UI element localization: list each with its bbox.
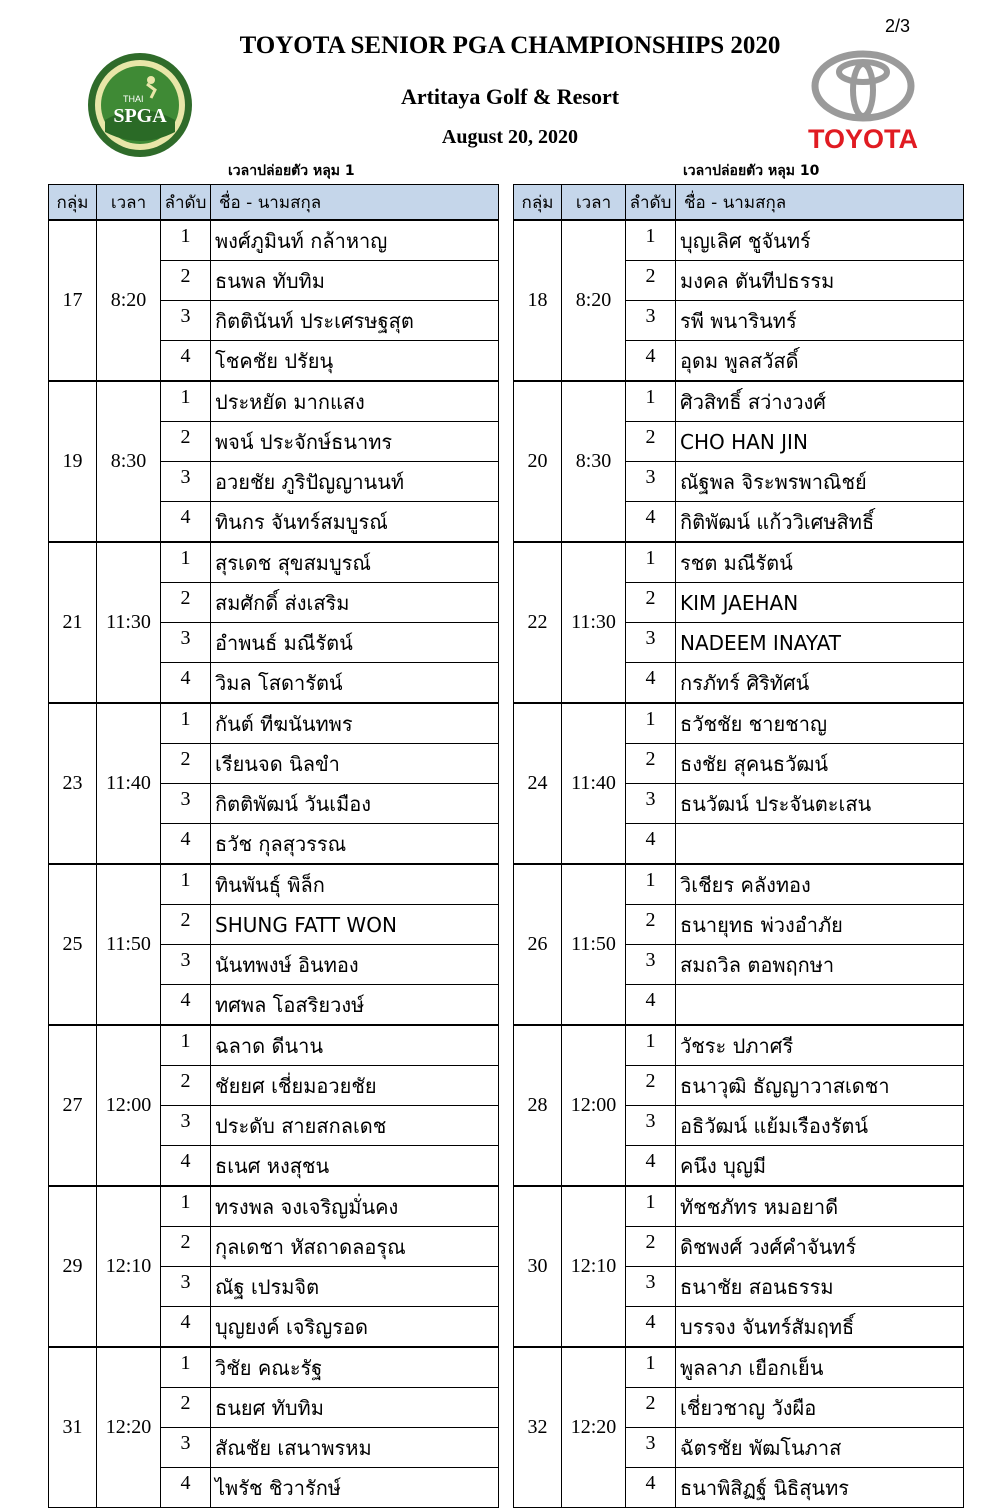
player-order: 4 xyxy=(626,1468,676,1508)
venue: Artitaya Golf & Resort xyxy=(400,84,620,109)
player-name: ฉลาด ดีนาน xyxy=(211,1025,499,1066)
tee-time: 8:30 xyxy=(97,381,161,542)
player-name: บุญยงค์ เจริญรอด xyxy=(211,1307,499,1348)
player-order: 2 xyxy=(626,744,676,784)
table-row xyxy=(514,542,964,583)
player-name: ธนยศ ทับทิม xyxy=(211,1388,499,1428)
player-order: 2 xyxy=(626,1388,676,1428)
svg-text:TOYOTA: TOYOTA xyxy=(807,124,919,154)
player-order: 2 xyxy=(161,261,211,301)
player-order: 3 xyxy=(161,1428,211,1468)
player-name: กิติพัฒน์ แก้ววิเศษสิทธิ์ xyxy=(676,502,964,543)
player-name: ประหยัด มากแสง xyxy=(211,381,499,422)
player-order: 2 xyxy=(161,1227,211,1267)
player-name: รพี พนารินทร์ xyxy=(676,301,964,341)
group-number: 17 xyxy=(49,220,97,381)
player-order: 3 xyxy=(626,1428,676,1468)
group-number: 19 xyxy=(49,381,97,542)
tee-times-table-hole-10 xyxy=(513,184,964,1508)
player-name: สมถวิล ตอพฤกษา xyxy=(676,945,964,985)
player-order: 4 xyxy=(626,985,676,1026)
player-order: 1 xyxy=(626,542,676,583)
col-group: กลุ่ม xyxy=(49,185,97,221)
player-name: วัชระ ปภาศรี xyxy=(676,1025,964,1066)
player-name: รชต มณีรัตน์ xyxy=(676,542,964,583)
player-name: ทัชชภัทร หมอยาดี xyxy=(676,1186,964,1227)
player-order: 2 xyxy=(626,1227,676,1267)
player-name: บุญเลิศ ชูจันทร์ xyxy=(676,220,964,261)
tee-time: 8:20 xyxy=(97,220,161,381)
player-name: ธนาพิสิฏฐ์ นิธิสุนทร xyxy=(676,1468,964,1508)
player-name: ธนาชัย สอนธรรม xyxy=(676,1267,964,1307)
player-order: 4 xyxy=(626,1146,676,1187)
tee-time: 11:50 xyxy=(562,864,626,1025)
player-name: ชัยยศ เชี่ยมอวยชัย xyxy=(211,1066,499,1106)
table-row xyxy=(514,220,964,261)
tee-time: 12:10 xyxy=(562,1186,626,1347)
player-name: สุรเดช สุขสมบูรณ์ xyxy=(211,542,499,583)
player-order: 1 xyxy=(626,703,676,744)
tee-time: 12:10 xyxy=(97,1186,161,1347)
player-order: 1 xyxy=(161,1186,211,1227)
player-order: 3 xyxy=(626,301,676,341)
table-row xyxy=(49,381,499,422)
group-number: 20 xyxy=(514,381,562,542)
player-name: ไพรัช ชิวารักษ์ xyxy=(211,1468,499,1508)
player-name: อวยชัย ภูริปัญญานนท์ xyxy=(211,462,499,502)
player-order: 4 xyxy=(626,663,676,704)
table-row xyxy=(49,542,499,583)
player-name: กิตตินันท์ ประเศรษฐสุต xyxy=(211,301,499,341)
player-order: 4 xyxy=(626,341,676,382)
player-order: 2 xyxy=(161,583,211,623)
group-number: 27 xyxy=(49,1025,97,1186)
table-row xyxy=(514,1186,964,1227)
player-name: ธเนศ หงสุชน xyxy=(211,1146,499,1187)
player-order: 4 xyxy=(161,1146,211,1187)
player-name: ทินกร จันทร์สมบูรณ์ xyxy=(211,502,499,543)
player-name: ธวัชชัย ชายชาญ xyxy=(676,703,964,744)
toyota-logo xyxy=(803,48,923,156)
player-order: 2 xyxy=(626,422,676,462)
player-name: สัณชัย เสนาพรหม xyxy=(211,1428,499,1468)
group-number: 22 xyxy=(514,542,562,703)
player-name: คนึง บุญมี xyxy=(676,1146,964,1187)
player-name: นันทพงษ์ อินทอง xyxy=(211,945,499,985)
player-name: วิชัย คณะรัฐ xyxy=(211,1347,499,1388)
player-name: พจน์ ประจักษ์ธนาทร xyxy=(211,422,499,462)
table-row xyxy=(514,703,964,744)
tee-time: 11:50 xyxy=(97,864,161,1025)
player-order: 2 xyxy=(161,1388,211,1428)
player-order: 1 xyxy=(161,381,211,422)
player-name: ธนายุทธ พ่วงอำภัย xyxy=(676,905,964,945)
player-order: 1 xyxy=(161,220,211,261)
player-order: 1 xyxy=(626,1025,676,1066)
player-name: ธงชัย สุคนธวัฒน์ xyxy=(676,744,964,784)
tee-time: 12:00 xyxy=(562,1025,626,1186)
group-number: 23 xyxy=(49,703,97,864)
tee-time: 8:20 xyxy=(562,220,626,381)
svg-text:SPGA: SPGA xyxy=(113,105,167,127)
tee-time: 11:30 xyxy=(97,542,161,703)
tee-time: 11:30 xyxy=(562,542,626,703)
group-number: 24 xyxy=(514,703,562,864)
player-order: 3 xyxy=(161,462,211,502)
player-name xyxy=(676,985,964,1026)
left-tee-heading: เวลาปล่อยตัว หลุม 1 xyxy=(228,163,355,179)
col-time: เวลา xyxy=(562,185,626,221)
player-name: เชี่ยวชาญ วังผือ xyxy=(676,1388,964,1428)
player-order: 3 xyxy=(626,1106,676,1146)
player-name: สมศักดิ์ ส่งเสริม xyxy=(211,583,499,623)
player-name: เรียนจด นิลขำ xyxy=(211,744,499,784)
group-number: 31 xyxy=(49,1347,97,1508)
thai-spga-logo xyxy=(85,50,195,160)
player-order: 3 xyxy=(626,462,676,502)
player-name: มงคล ตันทีปธรรม xyxy=(676,261,964,301)
player-name: ทศพล โอสริยวงษ์ xyxy=(211,985,499,1026)
player-order: 4 xyxy=(626,1307,676,1348)
player-order: 2 xyxy=(161,1066,211,1106)
player-name: CHO HAN JIN xyxy=(676,422,964,462)
table-row xyxy=(514,1025,964,1066)
player-name: ทรงพล จงเจริญมั่นคง xyxy=(211,1186,499,1227)
col-order: ลำดับ xyxy=(626,185,676,221)
player-order: 1 xyxy=(161,864,211,905)
tee-time: 11:40 xyxy=(97,703,161,864)
player-name: ธวัช กุลสุวรรณ xyxy=(211,824,499,865)
player-order: 4 xyxy=(161,1468,211,1508)
player-name: ณัฐพล จิระพรพาณิชย์ xyxy=(676,462,964,502)
player-name: ธนวัฒน์ ประจันตะเสน xyxy=(676,784,964,824)
player-name: ธนพล ทับทิม xyxy=(211,261,499,301)
player-order: 3 xyxy=(161,1106,211,1146)
page-number: 2/3 xyxy=(884,16,910,36)
player-name: ประดับ สายสกลเดช xyxy=(211,1106,499,1146)
col-time: เวลา xyxy=(97,185,161,221)
group-number: 29 xyxy=(49,1186,97,1347)
player-order: 3 xyxy=(161,945,211,985)
player-order: 1 xyxy=(626,864,676,905)
player-order: 2 xyxy=(161,905,211,945)
tee-times-table-hole-1 xyxy=(48,184,499,1508)
player-order: 2 xyxy=(626,1066,676,1106)
player-name xyxy=(676,824,964,865)
player-name: วิเชียร คลังทอง xyxy=(676,864,964,905)
player-name: ทินพันธุ์ พิล็ก xyxy=(211,864,499,905)
player-order: 3 xyxy=(161,301,211,341)
table-row xyxy=(49,1025,499,1066)
svg-text:THAI: THAI xyxy=(123,94,144,104)
player-name: พงศ์ภูมินท์ กล้าหาญ xyxy=(211,220,499,261)
player-order: 2 xyxy=(626,261,676,301)
col-order: ลำดับ xyxy=(161,185,211,221)
player-name: ฉัตรชัย พัฒโนภาส xyxy=(676,1428,964,1468)
player-order: 4 xyxy=(626,824,676,865)
player-name: กิตติพัฒน์ วันเมือง xyxy=(211,784,499,824)
player-order: 1 xyxy=(626,381,676,422)
table-row xyxy=(49,1347,499,1388)
player-name: กันต์ ทีฆนันทพร xyxy=(211,703,499,744)
tee-time: 12:20 xyxy=(562,1347,626,1508)
col-name: ชื่อ - นามสกุล xyxy=(676,185,964,221)
event-date: August 20, 2020 xyxy=(441,126,579,148)
player-order: 4 xyxy=(161,663,211,704)
player-name: ดิชพงศ์ วงศ์คำจันทร์ xyxy=(676,1227,964,1267)
group-number: 32 xyxy=(514,1347,562,1508)
player-order: 3 xyxy=(161,623,211,663)
player-order: 4 xyxy=(161,824,211,865)
group-number: 26 xyxy=(514,864,562,1025)
player-name: NADEEM INAYAT xyxy=(676,623,964,663)
player-order: 4 xyxy=(161,502,211,543)
table-row xyxy=(514,381,964,422)
player-name: SHUNG FATT WON xyxy=(211,905,499,945)
player-order: 3 xyxy=(161,784,211,824)
event-title: TOYOTA SENIOR PGA CHAMPIONSHIPS 2020 xyxy=(239,32,781,59)
player-name: พูลลาภ เยือกเย็น xyxy=(676,1347,964,1388)
player-order: 1 xyxy=(161,703,211,744)
player-name: กุลเดชา หัสถาดลอรุณ xyxy=(211,1227,499,1267)
player-name: อำพนธ์ มณีรัตน์ xyxy=(211,623,499,663)
table-row xyxy=(49,1186,499,1227)
player-order: 2 xyxy=(626,583,676,623)
player-name: KIM JAEHAN xyxy=(676,583,964,623)
group-number: 18 xyxy=(514,220,562,381)
player-name: บรรจง จันทร์สัมฤทธิ์ xyxy=(676,1307,964,1348)
player-name: อุดม พูลสวัสดิ์ xyxy=(676,341,964,382)
player-order: 3 xyxy=(626,1267,676,1307)
group-number: 28 xyxy=(514,1025,562,1186)
player-order: 4 xyxy=(626,502,676,543)
table-row xyxy=(49,220,499,261)
player-name: อธิวัฒน์ แย้มเรืองรัตน์ xyxy=(676,1106,964,1146)
player-name: ธนาวุฒิ ธัญญาวาสเดชา xyxy=(676,1066,964,1106)
player-order: 4 xyxy=(161,1307,211,1348)
table-row xyxy=(49,703,499,744)
col-group: กลุ่ม xyxy=(514,185,562,221)
group-number: 25 xyxy=(49,864,97,1025)
player-order: 1 xyxy=(161,1025,211,1066)
group-number: 30 xyxy=(514,1186,562,1347)
tee-time: 12:00 xyxy=(97,1025,161,1186)
right-tee-heading: เวลาปล่อยตัว หลุม 10 xyxy=(683,163,820,179)
tee-time: 8:30 xyxy=(562,381,626,542)
player-order: 3 xyxy=(626,623,676,663)
player-order: 1 xyxy=(626,1347,676,1388)
player-order: 4 xyxy=(161,341,211,382)
table-row xyxy=(514,864,964,905)
player-name: ณัฐ เปรมจิต xyxy=(211,1267,499,1307)
group-number: 21 xyxy=(49,542,97,703)
player-order: 1 xyxy=(161,1347,211,1388)
player-order: 1 xyxy=(626,220,676,261)
player-name: โชคชัย ปรัยนุ xyxy=(211,341,499,382)
player-order: 4 xyxy=(161,985,211,1026)
player-order: 1 xyxy=(626,1186,676,1227)
player-name: กรภัทร์ ศิริทัศน์ xyxy=(676,663,964,704)
player-order: 2 xyxy=(161,422,211,462)
player-order: 2 xyxy=(626,905,676,945)
player-name: วิมล โสดารัตน์ xyxy=(211,663,499,704)
player-order: 2 xyxy=(161,744,211,784)
player-order: 3 xyxy=(161,1267,211,1307)
tee-time: 12:20 xyxy=(97,1347,161,1508)
table-row xyxy=(514,1347,964,1388)
col-name: ชื่อ - นามสกุล xyxy=(211,185,499,221)
player-order: 1 xyxy=(161,542,211,583)
player-name: ศิวสิทธิ์ สว่างวงศ์ xyxy=(676,381,964,422)
table-row xyxy=(49,864,499,905)
tee-time: 11:40 xyxy=(562,703,626,864)
player-order: 3 xyxy=(626,945,676,985)
player-order: 3 xyxy=(626,784,676,824)
